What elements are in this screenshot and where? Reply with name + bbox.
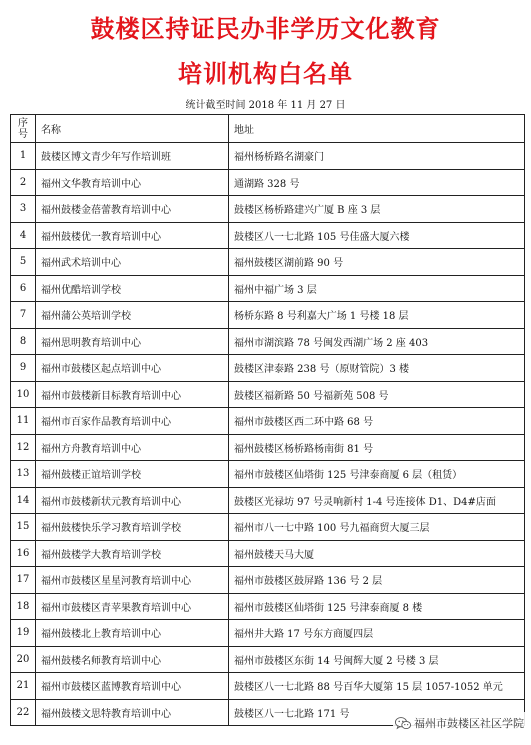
table-row — [11, 302, 525, 329]
watermark — [393, 712, 527, 734]
row-number: 17 — [11, 567, 36, 594]
table-row — [11, 381, 525, 408]
institution-name: 福州鼓楼学大教育培训学校 — [36, 540, 229, 567]
institution-address: 鼓楼区福新路 50 号福新苑 508 号 — [229, 381, 525, 408]
wechat-icon — [395, 717, 411, 730]
row-number: 2 — [11, 169, 36, 196]
institution-address: 福州鼓楼天马大厦 — [229, 540, 525, 567]
column-header-number-part1: 序 — [18, 117, 28, 129]
table-row — [11, 567, 525, 594]
table-row — [11, 249, 525, 276]
table-row — [11, 514, 525, 541]
row-number: 13 — [11, 461, 36, 488]
row-number: 5 — [11, 249, 36, 276]
institution-name: 福州市鼓楼区青苹果教育培训中心 — [36, 593, 229, 620]
institution-name: 福州市鼓楼区蓝博教育培训中心 — [36, 673, 229, 700]
table-row — [11, 593, 525, 620]
institution-address: 鼓楼区八一七北路 171 号 — [229, 699, 525, 726]
column-header-address: 地址 — [229, 115, 525, 143]
row-number: 3 — [11, 196, 36, 223]
institution-name: 鼓楼区博文青少年写作培训班 — [36, 143, 229, 170]
row-number: 19 — [11, 620, 36, 647]
row-number: 6 — [11, 275, 36, 302]
column-header-number-part2: 号 — [18, 128, 28, 140]
row-number: 7 — [11, 302, 36, 329]
row-number: 21 — [11, 673, 36, 700]
institution-name: 福州市鼓楼区起点培训中心 — [36, 355, 229, 382]
institution-name: 福州市百家作品教育培训中心 — [36, 408, 229, 435]
institution-address: 福州市鼓楼区鼓屏路 136 号 2 层 — [229, 567, 525, 594]
institution-address: 福州中福广场 3 层 — [229, 275, 525, 302]
row-number: 1 — [11, 143, 36, 170]
table-header-row — [11, 115, 525, 143]
row-number: 8 — [11, 328, 36, 355]
institution-address: 福州市鼓楼区西二环中路 68 号 — [229, 408, 525, 435]
institution-name: 福州鼓楼优一教育培训中心 — [36, 222, 229, 249]
institution-address: 福州井大路 17 号东方商厦四层 — [229, 620, 525, 647]
row-number: 16 — [11, 540, 36, 567]
institution-name: 福州蒲公英培训学校 — [36, 302, 229, 329]
table-row — [11, 620, 525, 647]
page-title-line-2: 培训机构白名单 — [178, 60, 353, 88]
page-title-line-1: 鼓楼区持证民办非学历文化教育 — [90, 15, 441, 43]
institution-name: 福州优酷培训学校 — [36, 275, 229, 302]
institution-name: 福州思明教育培训中心 — [36, 328, 229, 355]
column-header-number — [11, 115, 36, 143]
table-row — [11, 673, 525, 700]
row-number: 14 — [11, 487, 36, 514]
table-row — [11, 169, 525, 196]
institution-address: 福州杨桥路名湖豪门 — [229, 143, 525, 170]
table-row — [11, 461, 525, 488]
table-row — [11, 540, 525, 567]
row-number: 20 — [11, 646, 36, 673]
table-row — [11, 275, 525, 302]
row-number: 9 — [11, 355, 36, 382]
institution-address: 鼓楼区八一七北路 105 号佳盛大厦六楼 — [229, 222, 525, 249]
institution-name: 福州鼓楼正谊培训学校 — [36, 461, 229, 488]
institution-address: 鼓楼区光禄坊 97 号灵响新村 1-4 号连接体 D1、D4#店面 — [229, 487, 525, 514]
table-row — [11, 143, 525, 170]
institution-name: 福州市鼓楼区星星河教育培训中心 — [36, 567, 229, 594]
institution-address: 福州鼓楼区湖前路 90 号 — [229, 249, 525, 276]
table-row — [11, 222, 525, 249]
table-row — [11, 196, 525, 223]
table-row — [11, 434, 525, 461]
institution-address: 福州市湖滨路 78 号闽发西湖广场 2 座 403 — [229, 328, 525, 355]
table-row — [11, 355, 525, 382]
institution-name: 福州鼓楼金蓓蕾教育培训中心 — [36, 196, 229, 223]
institution-name: 福州鼓楼名师教育培训中心 — [36, 646, 229, 673]
row-number: 22 — [11, 699, 36, 726]
table-row — [11, 408, 525, 435]
statistics-cutoff-date: 统计截至时间 2018 年 11 月 27 日 — [185, 100, 346, 111]
institution-address: 鼓楼区杨桥路建兴广厦 B 座 3 层 — [229, 196, 525, 223]
institution-address: 福州市鼓楼区仙塔街 125 号津泰商厦 6 层（租赁） — [229, 461, 525, 488]
institution-name: 福州文华教育培训中心 — [36, 169, 229, 196]
institution-address: 福州鼓楼区杨桥路杨南街 81 号 — [229, 434, 525, 461]
institution-name: 福州市鼓楼新状元教育培训中心 — [36, 487, 229, 514]
row-number: 12 — [11, 434, 36, 461]
row-number: 4 — [11, 222, 36, 249]
row-number: 10 — [11, 381, 36, 408]
institution-address: 鼓楼区津泰路 238 号（原财管院）3 楼 — [229, 355, 525, 382]
institution-name: 福州鼓楼文思特教育培训中心 — [36, 699, 229, 726]
institution-name: 福州方舟教育培训中心 — [36, 434, 229, 461]
institution-name: 福州市鼓楼新目标教育培训中心 — [36, 381, 229, 408]
institution-name: 福州武术培训中心 — [36, 249, 229, 276]
institution-name: 福州鼓楼北上教育培训中心 — [36, 620, 229, 647]
whitelist-table — [10, 114, 525, 726]
watermark-text: 福州市鼓楼区社区学院 — [414, 717, 524, 730]
institution-address: 鼓楼区八一七北路 88 号百华大厦第 15 层 1057-1052 单元 — [229, 673, 525, 700]
row-number: 11 — [11, 408, 36, 435]
institution-address: 杨桥东路 8 号利嘉大广场 1 号楼 18 层 — [229, 302, 525, 329]
institution-name: 福州鼓楼快乐学习教育培训学校 — [36, 514, 229, 541]
row-number: 18 — [11, 593, 36, 620]
table-row — [11, 328, 525, 355]
table-row — [11, 487, 525, 514]
column-header-name: 名称 — [36, 115, 229, 143]
row-number: 15 — [11, 514, 36, 541]
institution-address: 福州市八一七中路 100 号九福商贸大厦三层 — [229, 514, 525, 541]
institution-address: 福州市鼓楼区东街 14 号闽辉大厦 2 号楼 3 层 — [229, 646, 525, 673]
institution-address: 福州市鼓楼区仙塔街 125 号津泰商厦 8 楼 — [229, 593, 525, 620]
table-row — [11, 646, 525, 673]
institution-address: 通湖路 328 号 — [229, 169, 525, 196]
